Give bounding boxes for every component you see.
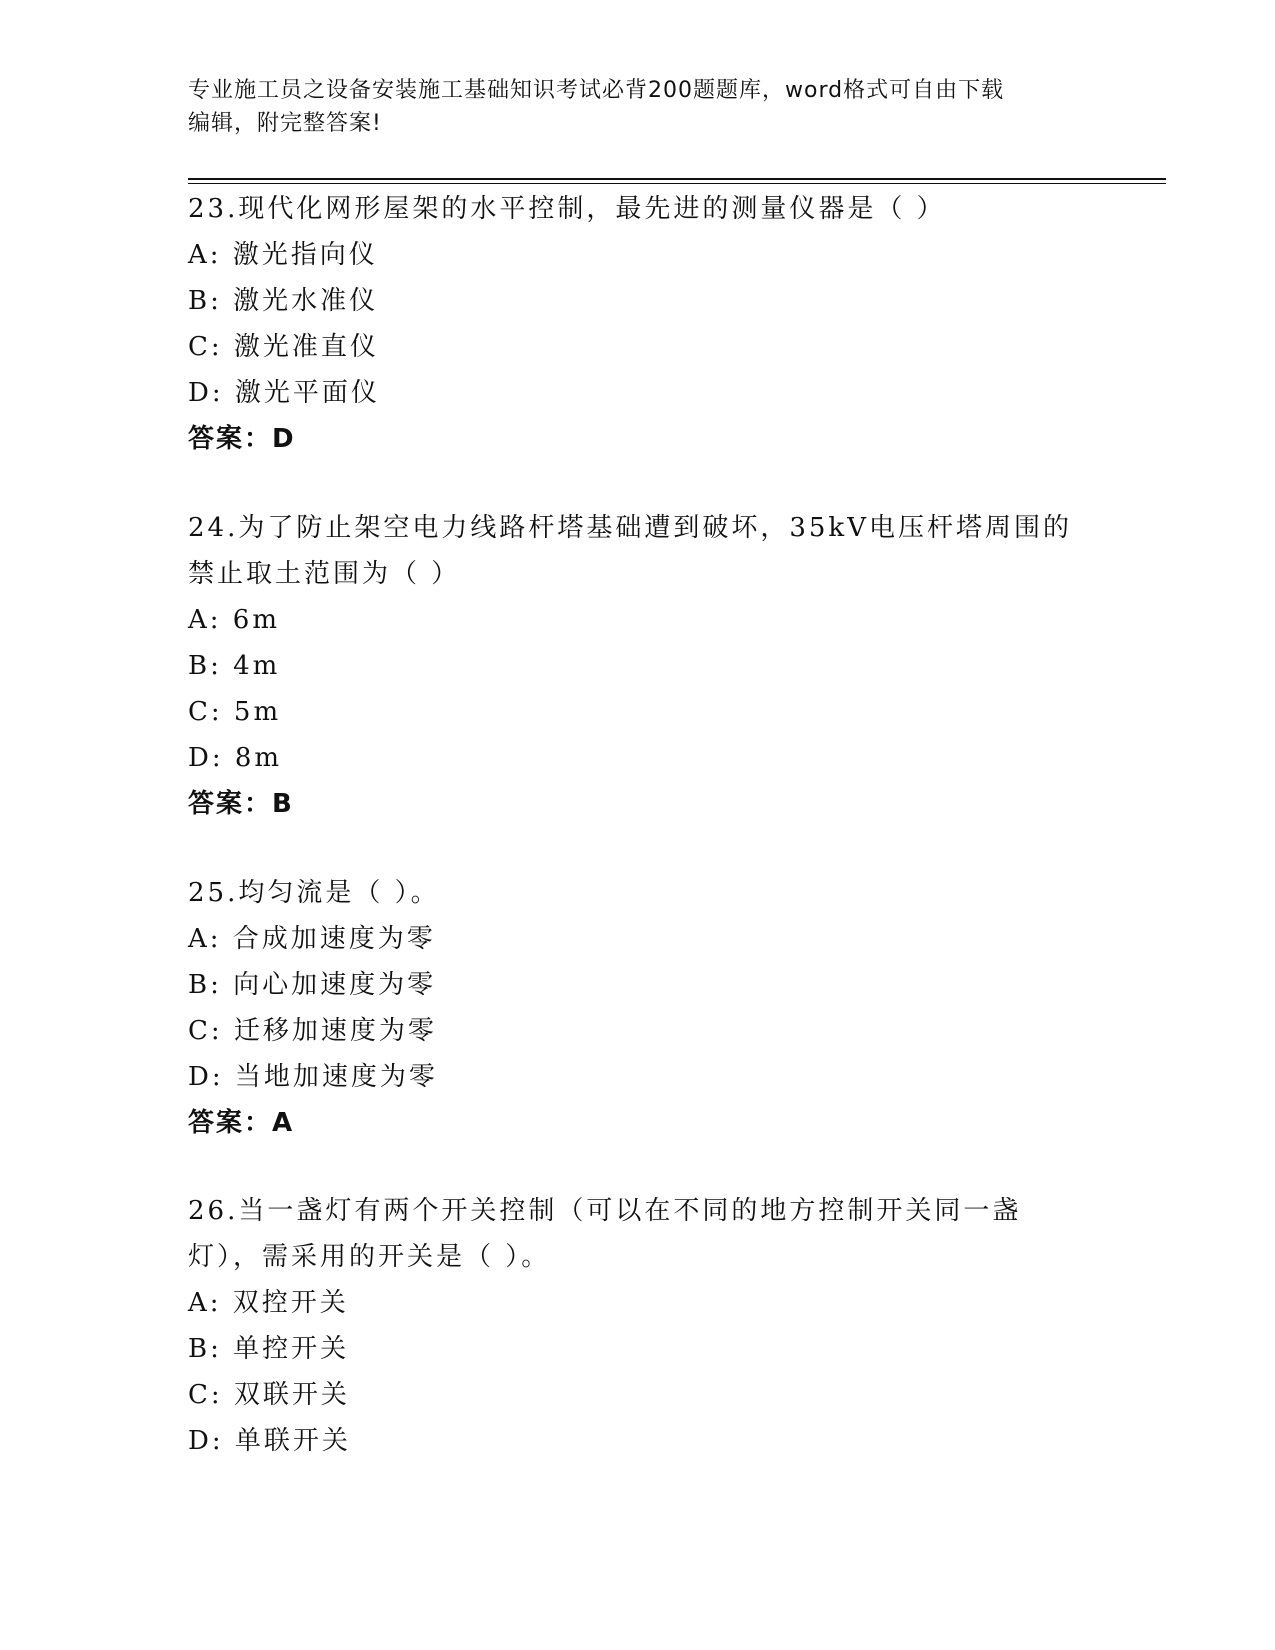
option-a: A: 激光指向仪 xyxy=(188,240,378,270)
option-b: B: 激光水准仪 xyxy=(188,286,379,316)
question-25 xyxy=(188,870,1088,1146)
option-d: D: 8m xyxy=(188,743,283,773)
question-text: 24.为了防止架空电力线路杆塔基础遭到破坏，35kV电压杆塔周围的禁止取土范围为（ ） xyxy=(188,513,1072,589)
header-line-2: 编辑，附完整答案! xyxy=(188,111,382,136)
option-a: A: 双控开关 xyxy=(188,1288,349,1318)
header-divider xyxy=(188,178,1166,180)
question-23 xyxy=(188,186,1088,462)
answer: 答案：D xyxy=(188,424,296,454)
header-line-1: 专业施工员之设备安装施工基础知识考试必背200题题库，word格式可自由下载 xyxy=(188,78,1005,103)
option-c: C: 迁移加速度为零 xyxy=(188,1016,437,1046)
option-b: B: 向心加速度为零 xyxy=(188,970,437,1000)
question-text: 23.现代化网形屋架的水平控制，最先进的测量仪器是（ ） xyxy=(188,194,946,224)
option-d: D: 单联开关 xyxy=(188,1426,351,1456)
answer: 答案：B xyxy=(188,789,294,819)
option-d: D: 激光平面仪 xyxy=(188,378,380,408)
option-d: D: 当地加速度为零 xyxy=(188,1062,438,1092)
option-b: B: 4m xyxy=(188,651,281,681)
question-24 xyxy=(188,505,1088,827)
question-text: 25.均匀流是（ ）。 xyxy=(188,878,440,908)
option-c: C: 5m xyxy=(188,697,282,727)
question-26 xyxy=(188,1188,1088,1464)
document-header xyxy=(188,74,1088,140)
option-c: C: 激光准直仪 xyxy=(188,332,379,362)
header-divider-thin xyxy=(188,183,1166,184)
option-a: A: 合成加速度为零 xyxy=(188,924,436,954)
question-text: 26.当一盏灯有两个开关控制（可以在不同的地方控制开关同一盏灯），需采用的开关是（ ）。 xyxy=(188,1196,1022,1272)
option-c: C: 双联开关 xyxy=(188,1380,350,1410)
option-a: A: 6m xyxy=(188,605,280,635)
answer: 答案：A xyxy=(188,1108,295,1138)
option-b: B: 单控开关 xyxy=(188,1334,350,1364)
